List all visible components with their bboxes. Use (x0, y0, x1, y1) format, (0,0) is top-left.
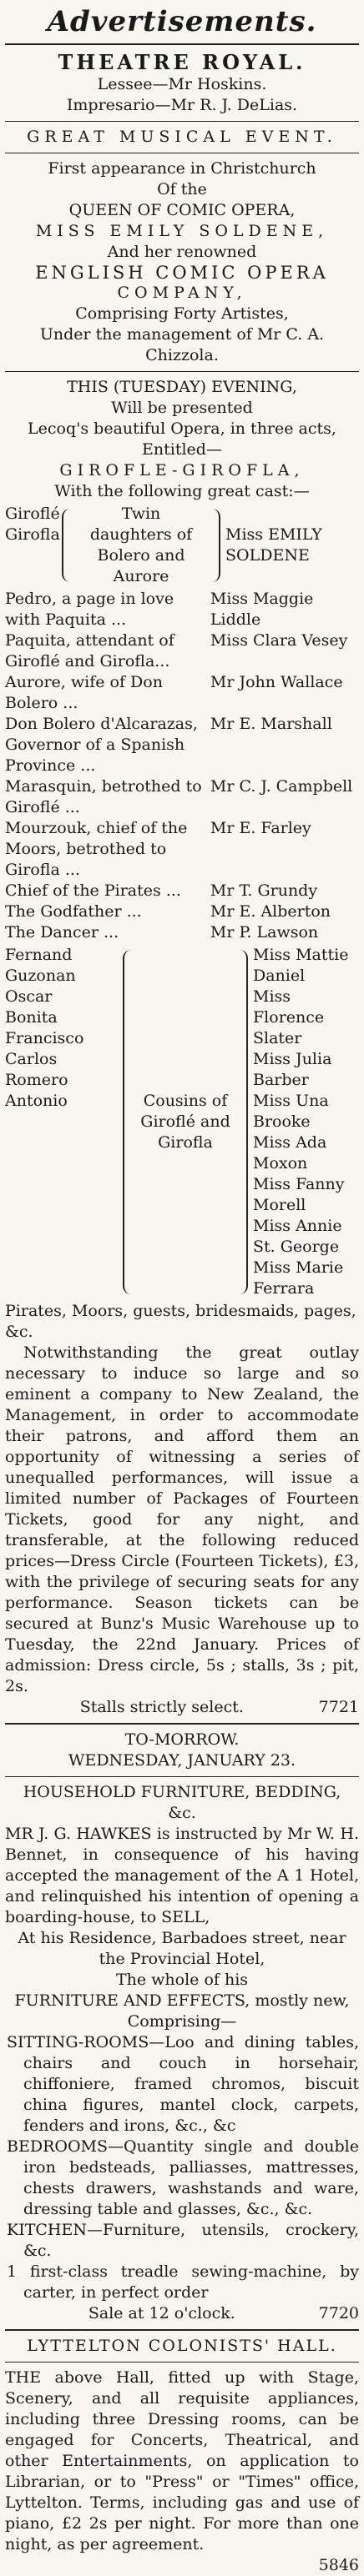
divider (5, 2329, 359, 2331)
ad-ref: 5846 (318, 2556, 359, 2574)
cast-role: Paquita, attendant of Giroflé and Girofla... (5, 631, 174, 670)
tomorrow: TO-MORROW. (124, 1730, 240, 1749)
twin-cast (5, 504, 359, 587)
cousin-actor: Miss Florence Slater (253, 987, 325, 1047)
cast-row (5, 776, 359, 818)
cast-actor: Mr P. Lawson (210, 923, 319, 942)
theatre-royal-ad (5, 50, 359, 1718)
will-be: Will be presented (111, 399, 253, 417)
furniture-item: BEDROOMS—Quantity single and double iron bedsteads, palliasses, mattresses, chests drawers, washstands and ware, dressing table and glasses, &c., &c. (7, 2137, 359, 2218)
cast-role: Don Bolero d'Alcarazas, Governor of a Spanish Province ... (5, 715, 198, 775)
furniture-sale-ad (5, 1730, 359, 2324)
cousins-desc: Cousins of Giroflé and Girofla (140, 1092, 230, 1152)
cousins-cast (5, 945, 359, 1299)
comprising: Comprising— (127, 2012, 237, 2031)
ad-intro: MR J. G. HAWKES is instructed by Mr W. H. Bennet, in consequence of his having accepted the management of the A 1 Hotel, and relinquished his intention of opening a boarding-house, to SELL, (5, 1825, 359, 1926)
first-appearance: First appearance in Christchurch (48, 159, 316, 178)
stalls-note: Stalls strictly select. (79, 1698, 244, 1716)
cast-actor: Mr John Wallace (210, 673, 343, 691)
cousin-actor: Miss Annie St. George (253, 1217, 342, 1256)
lessee: Lessee—Mr Hoskins. (97, 75, 267, 93)
furniture-items (5, 2032, 359, 2303)
cast-row (5, 818, 359, 881)
ad-footer (5, 1697, 359, 1718)
cast-role: Pedro, a page in love with Paquita ... (5, 590, 174, 629)
ad-title: HOUSEHOLD FURNITURE, BEDDING, (23, 1783, 341, 1801)
divider (5, 2362, 359, 2363)
ad-ref: 7720 (318, 2304, 359, 2322)
cast-actor: Mr E. Alberton (210, 902, 331, 921)
newspaper-page (0, 5, 364, 2574)
cast-row (5, 922, 359, 943)
masthead: Advertisements. (47, 5, 317, 38)
divider (5, 43, 359, 45)
ad-footer (5, 2303, 359, 2324)
cast-row (5, 589, 359, 630)
opera-title: GIROFLE-GIROFLA, (59, 461, 305, 480)
cast-actor: Mr E. Farley (210, 819, 311, 837)
ad-ref: 7721 (318, 1698, 359, 1716)
cousin-actor: Miss Marie Ferrara (253, 1258, 344, 1298)
divider (5, 371, 359, 372)
furniture-item: KITCHEN—Furniture, utensils, crockery, &c. (7, 2221, 359, 2260)
furniture-heading: FURNITURE AND EFFECTS, mostly new, (14, 1991, 350, 2010)
ad-title: THEATRE ROYAL. (58, 50, 306, 74)
cousin-actor: Miss Fanny Morell (253, 1175, 345, 1214)
ad-body: THE above Hall, fitted up with Stage, Scenery, and all requisite appliances, including three Dressing rooms, can be engaged for Concerts, Theatrical, and other Entertainments, on application to Librarian, or to "Press" or "Times" office, Lyttelton. Terms, including gas and use of piano, £2 2s per night. For more than one night, as per agreement. (5, 2368, 359, 2553)
cast-row (5, 881, 359, 901)
divider (5, 1776, 359, 1777)
cousin-actor: Miss Julia Barber (253, 1050, 332, 1089)
pirates: Pirates, Moors, guests, bridesmaids, pages, &c. (5, 1302, 356, 1341)
sale-date: WEDNESDAY, JANUARY 23. (68, 1751, 296, 1770)
cast-actor: Miss Maggie Liddle (210, 590, 314, 629)
lecoq: Lecoq's beautiful Opera, in three acts, (28, 419, 336, 438)
divider (5, 121, 359, 122)
cousin-name: Guzonan (5, 967, 76, 985)
twin-desc: Twin daughters of Bolero and Aurore (89, 505, 193, 585)
comprising: Comprising Forty Artistes, (75, 304, 289, 323)
queen: QUEEN OF COMIC OPERA, (68, 201, 296, 219)
cast-list (5, 589, 359, 943)
cousin-name: Antonio (5, 1092, 68, 1110)
cast-role: Marasquin, betrothed to Giroflé ... (5, 777, 202, 816)
brace (62, 509, 78, 582)
divider (5, 1723, 359, 1725)
cast-role: Girofla (5, 525, 60, 544)
miss-soldene: MISS EMILY SOLDENE, (35, 222, 329, 240)
cousin-names (5, 945, 118, 1299)
this-evening: THIS (TUESDAY) EVENING, (67, 378, 297, 396)
cast-role: Mourzouk, chief of the Moors, betrothed to Girofla ... (5, 819, 188, 879)
furniture-item: 1 first-class treadle sewing-machine, by carter, in perfect order (7, 2262, 359, 2302)
cousin-name: Francisco (5, 1029, 84, 1047)
cousin-actor: Miss Ada Moxon (253, 1133, 327, 1173)
etc: &c. (168, 1804, 196, 1822)
cousin-name: Bonita (5, 1008, 58, 1027)
cast-role: The Dancer ... (5, 923, 119, 942)
cast-row (5, 630, 359, 672)
cast-actor: Mr T. Grundy (210, 881, 318, 900)
brace (204, 509, 220, 582)
colonists-hall-ad (5, 2336, 359, 2576)
company-title: ENGLISH COMIC OPERA (35, 263, 329, 283)
impresario: Impresario—Mr R. J. DeLias. (66, 96, 298, 114)
cast-role: Giroflé (5, 505, 60, 523)
event-heading: GREAT MUSICAL EVENT. (27, 128, 337, 146)
cousin-name: Oscar (5, 987, 53, 1006)
cast-role: The Godfather ... (5, 902, 142, 921)
whole: The whole of his (115, 1971, 249, 1989)
cast-row (5, 714, 359, 776)
residence: At his Residence, Barbadoes street, near the Provincial Hotel, (18, 1929, 346, 1968)
cousin-name: Fernand (5, 946, 73, 964)
cousin-name: Romero (5, 1071, 68, 1089)
cast-role: Chief of the Pirates ... (5, 881, 181, 900)
entitled: Entitled— (142, 440, 222, 459)
cousin-actor: Miss Mattie Daniel (253, 946, 349, 985)
cousin-actors (253, 945, 359, 1299)
cast-actor: Mr E. Marshall (210, 715, 332, 733)
cast-role: Aurore, wife of Don Bolero ... (5, 673, 163, 712)
cast-actor: Mr C. J. Campbell (210, 777, 353, 796)
cast-row (5, 672, 359, 714)
cast-actor: Miss Clara Vesey (210, 631, 348, 650)
cousin-actor: Miss Una Brooke (253, 1092, 329, 1131)
cousin-name: Carlos (5, 1050, 58, 1068)
ad-title: LYTTELTON COLONISTS' HALL. (27, 2337, 337, 2355)
furniture-item: SITTING-ROOMS—Loo and dining tables, chairs and couch in horsehair, chiffoniere, framed chromos, biscuit china figures, mantel clock, carpets, fenders and irons, &c., &c (7, 2033, 359, 2135)
management: Under the management of Mr C. A. Chizzola. (39, 325, 325, 364)
company: COMPANY, (117, 284, 247, 302)
twin-names (5, 504, 60, 587)
renowned: And her renowned (107, 243, 257, 261)
cast-intro: With the following great cast:— (54, 482, 310, 500)
ad-body: Notwithstanding the great outlay necessary to induce so large and so eminent a company to New Zealand, the Management, in order to accommodate their patrons, and afford them an opportunity of witnessing a series of unequalled performances, will issue a limited number of Packages of Fourteen Tickets, good for any night, and transferable, at the following reduced prices—Dress Circle (Fourteen Tickets), £3, with the privilege of securing seats for any performance. Season tickets can be secured at Bunz's Music Warehouse up to Tuesday, the 22nd January. Prices of admission: Dress circle, 5s ; stalls, 3s ; pit, 2s. (5, 1343, 359, 1695)
brace (123, 950, 139, 1294)
cast-row (5, 901, 359, 922)
of-the: Of the (157, 180, 207, 198)
brace (231, 950, 248, 1294)
sale-time: Sale at 12 o'clock. (88, 2304, 235, 2322)
twin-actor: Miss EMILY SOLDENE (225, 525, 322, 565)
